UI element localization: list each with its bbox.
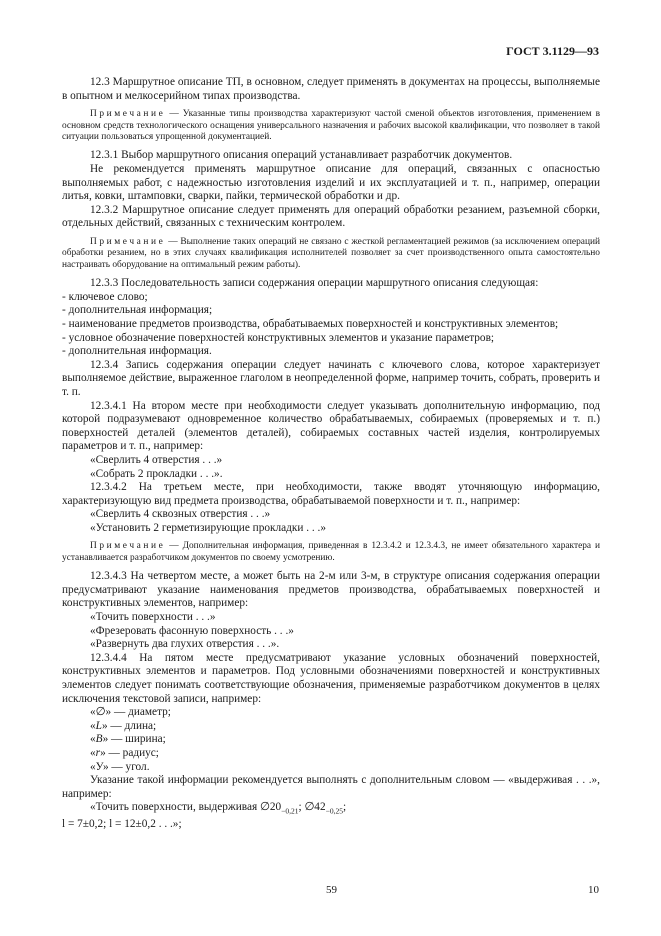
- list-item: - наименование предметов производства, обрабатываемых поверхностей и конструктивных элементов;: [62, 317, 559, 330]
- paragraph-12-3: 12.3 Маршрутное описание ТП, в основном, следует применять в документах на процессы, выполняемые в опытном и мелкосерийном типах производства.: [62, 76, 600, 102]
- symbol-item: «L» — длина;: [90, 719, 157, 732]
- paragraph-12-3-3: 12.3.3 Последовательность записи содержания операции маршрутного описания следующая:: [90, 277, 539, 290]
- page-number-right: 10: [588, 884, 599, 896]
- symbol-desc: — ширина;: [108, 733, 166, 746]
- example-quote: «Установить 2 герметизирующие прокладки . . .»: [90, 521, 327, 534]
- example-tolerance: «Точить поверхности, выдерживая $\emptyset 20_{-0,21}$; $\emptyset 42_{-0,25}$;: [90, 801, 347, 816]
- note-text: — Указанные типы производства характеризуют частой сменой объектов изготовления, применением в основном средств технологического оснащения универсального назначения и рабочих высокой квалификации, что позволяет в такой ситуации пользоваться упрощенной документацией.: [62, 109, 600, 142]
- example-quote: «Точить поверхности . . .»: [90, 611, 216, 624]
- symbol-item: «r» — радиус;: [90, 747, 159, 759]
- symbol-desc: — длина;: [107, 719, 157, 732]
- symbol: ∅: [95, 706, 106, 719]
- note-label: Примечание: [90, 541, 166, 552]
- symbol: r: [95, 747, 101, 759]
- list-item: - ключевое слово;: [62, 290, 148, 303]
- paragraph-12-3-1: 12.3.1 Выбор маршрутного описания операций устанавливает разработчик документов.: [90, 149, 513, 162]
- paragraph-12-3-4-2: 12.3.4.2 На третьем месте, при необходимости, также вводят уточняющую информацию, характеризующую вид предмета производства, обрабатываемой поверхности и т. п., например:: [62, 481, 600, 507]
- list-item: - дополнительная информация.: [62, 345, 212, 358]
- note-text: — Выполнение таких операций не связано с жесткой регламентацией режимов (за исключением операций обработки резанием, но в этих случаях квалификация исполнителей позволяет за счет производственного опыта самостоятельно настраивать оборудование на оптимальный режим работы).: [62, 236, 600, 270]
- example-quote: «Сверлить 4 сквозных отверстия . . .»: [90, 508, 271, 521]
- page-number-center: 59: [326, 884, 337, 896]
- paragraph-not-recommended: Не рекомендуется применять маршрутное описание для операций, связанных с опасностью выполняемых работ, с надежностью изготовления изделий и их эксплуатацией и т. п., например, операции литья, ковки, штамповки, сварки, пайки, термической обработки и др.: [62, 163, 600, 203]
- document-body: [62, 76, 600, 832]
- note-1: [62, 109, 600, 143]
- symbol-desc: — диаметр;: [111, 706, 171, 719]
- paragraph-12-3-4-1: 12.3.4.1 На втором месте при необходимости следует указывать дополнительную информацию, под которой подразумевают одновременное количество обрабатываемых, собираемых (проверяемых и т. п.) поверхностей деталей (элементов деталей), собираемых составных частей изделия, контролируемых параметров и т. п., например:: [62, 399, 600, 453]
- paragraph-12-3-2: 12.3.2 Маршрутное описание следует применять для операций обработки резанием, разъемной сборки, отдельных действий, связанных с техническим контролем.: [62, 203, 600, 230]
- symbol-item: «У» — угол.: [90, 760, 150, 773]
- paragraph-12-3-4: 12.3.4 Запись содержания операции следует начинать с ключевого слова, которое характеризует выполняемое действие, выраженное глаголом в неопределенной форме, например точить, собрать, проверить и т. п.: [62, 358, 600, 398]
- note-text: — Дополнительная информация, приведенная в 12.3.4.2 и 12.3.4.3, не имеет обязательного характера и устанавливается разработчиком документов по своему усмотрению.: [62, 541, 600, 563]
- symbol-item: «∅» — диаметр;: [90, 706, 171, 719]
- symbol: L: [95, 719, 102, 732]
- example-quote: «Сверлить 4 отверстия . . .»: [90, 453, 223, 466]
- symbol: У: [95, 760, 103, 773]
- document-header: ГОСТ 3.1129—93: [506, 44, 599, 58]
- paragraph-12-3-4-3: 12.3.4.3 На четвертом месте, а может быть на 2-м или 3-м, в структуре описания содержания операции предусматривают указание наименования предметов производства, обрабатываемых поверхностей и конструктивных элементов, например:: [62, 570, 600, 610]
- note-3: [62, 541, 600, 564]
- paragraph-12-3-4-4: 12.3.4.4 На пятом месте предусматривают указание условных обозначений поверхностей, конструктивных элементов и параметров. Под условными обозначениями поверхностей и конструктивных элементов следует понимать соответствующие обозначения, применяемые разработчиком документов в целях исключения текстовой записи, например:: [62, 651, 600, 705]
- note-label: Примечание: [90, 236, 166, 247]
- note-label: Примечание: [90, 109, 166, 120]
- example-quote: «Собрать 2 прокладки . . .».: [90, 467, 223, 480]
- symbol-desc: — угол.: [108, 760, 150, 773]
- example-quote: «Фрезеровать фасонную поверхность . . .»: [90, 624, 294, 637]
- paragraph-keeping: Указание такой информации рекомендуется выполнять с дополнительным словом — «выдерживая . . .», например:: [62, 774, 600, 800]
- list-item: - условное обозначение поверхностей конструктивных элементов и указание параметров;: [62, 331, 495, 344]
- list-item: - дополнительная информация;: [62, 304, 213, 317]
- symbol: B: [95, 733, 103, 746]
- symbol-item: «B» — ширина;: [90, 733, 166, 746]
- example-length: l = 7±0,2; l = 12±0,2 . . .»;: [62, 818, 182, 831]
- note-2: [62, 237, 600, 271]
- example-quote: «Развернуть два глухих отверстия . . .».: [90, 638, 280, 651]
- symbol-desc: — радиус;: [105, 747, 159, 759]
